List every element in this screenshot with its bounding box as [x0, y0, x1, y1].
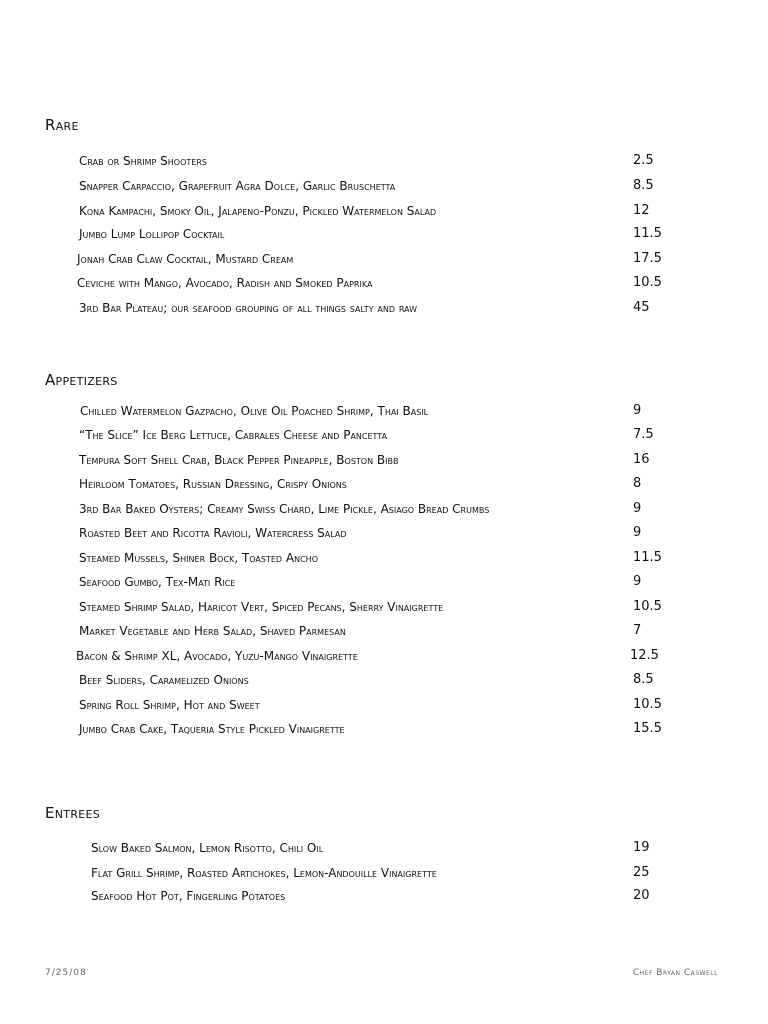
item-name: “The Slice” Ice Berg Lettuce, Cabrales Cheese and Pancetta — [79, 428, 388, 442]
menu-item — [0, 598, 768, 616]
menu-item — [0, 671, 768, 689]
item-name: Chilled Watermelon Gazpacho, Olive Oil Poached Shrimp, Thai Basil — [80, 404, 429, 418]
menu-item — [0, 524, 768, 542]
footer-date: 7/25/08 — [45, 968, 87, 978]
item-name: Jumbo Lump Lollipop Cocktail — [79, 227, 225, 241]
item-price: 8.5 — [633, 178, 654, 193]
item-price: 25 — [633, 865, 650, 880]
item-price: 7 — [633, 623, 642, 638]
item-price: 2.5 — [633, 153, 654, 168]
item-price: 12.5 — [630, 648, 659, 663]
item-name: Seafood Hot Pot, Fingerling Potatoes — [91, 889, 286, 903]
footer-chef-name: Chef Bryan Caswell — [632, 968, 718, 978]
menu-item — [0, 622, 768, 640]
menu-item — [0, 426, 768, 444]
item-price: 11.5 — [633, 550, 662, 565]
item-price: 10.5 — [633, 275, 662, 290]
item-name: 3rd Bar Baked Oysters; Creamy Swiss Chard, Lime Pickle, Asiago Bread Crumbs — [79, 502, 490, 516]
item-name: Heirloom Tomatoes, Russian Dressing, Crispy Onions — [79, 477, 347, 491]
item-name: Jonah Crab Claw Cocktail, Mustard Cream — [77, 252, 294, 266]
item-name: Bacon & Shrimp XL, Avocado, Yuzu-Mango Vinaigrette — [76, 649, 358, 663]
item-price: 9 — [633, 525, 642, 540]
item-price: 8 — [633, 476, 642, 491]
menu-item — [0, 202, 768, 220]
menu-item — [0, 152, 768, 170]
item-price: 45 — [633, 300, 650, 315]
item-price: 7.5 — [633, 427, 654, 442]
menu-item — [0, 549, 768, 567]
item-name: Slow Baked Salmon, Lemon Risotto, Chili Oil — [91, 841, 324, 855]
menu-item — [0, 696, 768, 714]
menu-item — [0, 720, 768, 738]
menu-item — [0, 887, 768, 905]
item-name: Steamed Shrimp Salad, Haricot Vert, Spiced Pecans, Sherry Vinaigrette — [79, 600, 444, 614]
item-name: Roasted Beet and Ricotta Ravioli, Watercress Salad — [79, 526, 347, 540]
menu-item — [0, 225, 768, 243]
menu-item — [0, 451, 768, 469]
menu-item — [0, 250, 768, 268]
item-price: 17.5 — [633, 251, 662, 266]
item-name: Market Vegetable and Herb Salad, Shaved Parmesan — [79, 624, 346, 638]
item-name: Flat Grill Shrimp, Roasted Artichokes, Lemon-Andouille Vinaigrette — [91, 866, 437, 880]
item-price: 15.5 — [633, 721, 662, 736]
menu-item — [0, 573, 768, 591]
item-price: 20 — [633, 888, 650, 903]
menu-item — [0, 274, 768, 292]
menu-item — [0, 500, 768, 518]
item-name: Ceviche with Mango, Avocado, Radish and Smoked Paprika — [77, 276, 373, 290]
item-name: Steamed Mussels, Shiner Bock, Toasted Ancho — [79, 551, 318, 565]
item-name: Kona Kampachi, Smoky Oil, Jalapeno-Ponzu, Pickled Watermelon Salad — [79, 204, 437, 218]
item-name: Seafood Gumbo, Tex-Mati Rice — [79, 575, 236, 589]
item-price: 9 — [633, 501, 642, 516]
item-price: 9 — [633, 403, 642, 418]
item-price: 8.5 — [633, 672, 654, 687]
item-price: 19 — [633, 840, 650, 855]
item-name: Jumbo Crab Cake, Taqueria Style Pickled Vinaigrette — [79, 722, 345, 736]
item-price: 9 — [633, 574, 642, 589]
menu-item — [0, 864, 768, 882]
menu-item — [0, 475, 768, 493]
item-name: 3rd Bar Plateau; our seafood grouping of all things salty and raw — [79, 301, 417, 315]
section-title-entrees: Entrees — [45, 804, 101, 822]
menu-item — [0, 402, 768, 420]
item-price: 11.5 — [633, 226, 662, 241]
item-price: 10.5 — [633, 697, 662, 712]
section-title-appetizers: Appetizers — [45, 371, 118, 389]
item-name: Spring Roll Shrimp, Hot and Sweet — [79, 698, 260, 712]
menu-item — [0, 299, 768, 317]
item-name: Tempura Soft Shell Crab, Black Pepper Pineapple, Boston Bibb — [79, 453, 399, 467]
item-name: Beef Sliders, Caramelized Onions — [79, 673, 249, 687]
item-price: 12 — [633, 203, 650, 218]
item-name: Snapper Carpaccio, Grapefruit Agra Dolce, Garlic Bruschetta — [79, 179, 396, 193]
item-price: 10.5 — [633, 599, 662, 614]
item-price: 16 — [633, 452, 650, 467]
item-name: Crab or Shrimp Shooters — [79, 154, 207, 168]
section-title-rare: Rare — [45, 116, 79, 134]
menu-item — [0, 647, 768, 665]
menu-item — [0, 839, 768, 857]
menu-item — [0, 177, 768, 195]
